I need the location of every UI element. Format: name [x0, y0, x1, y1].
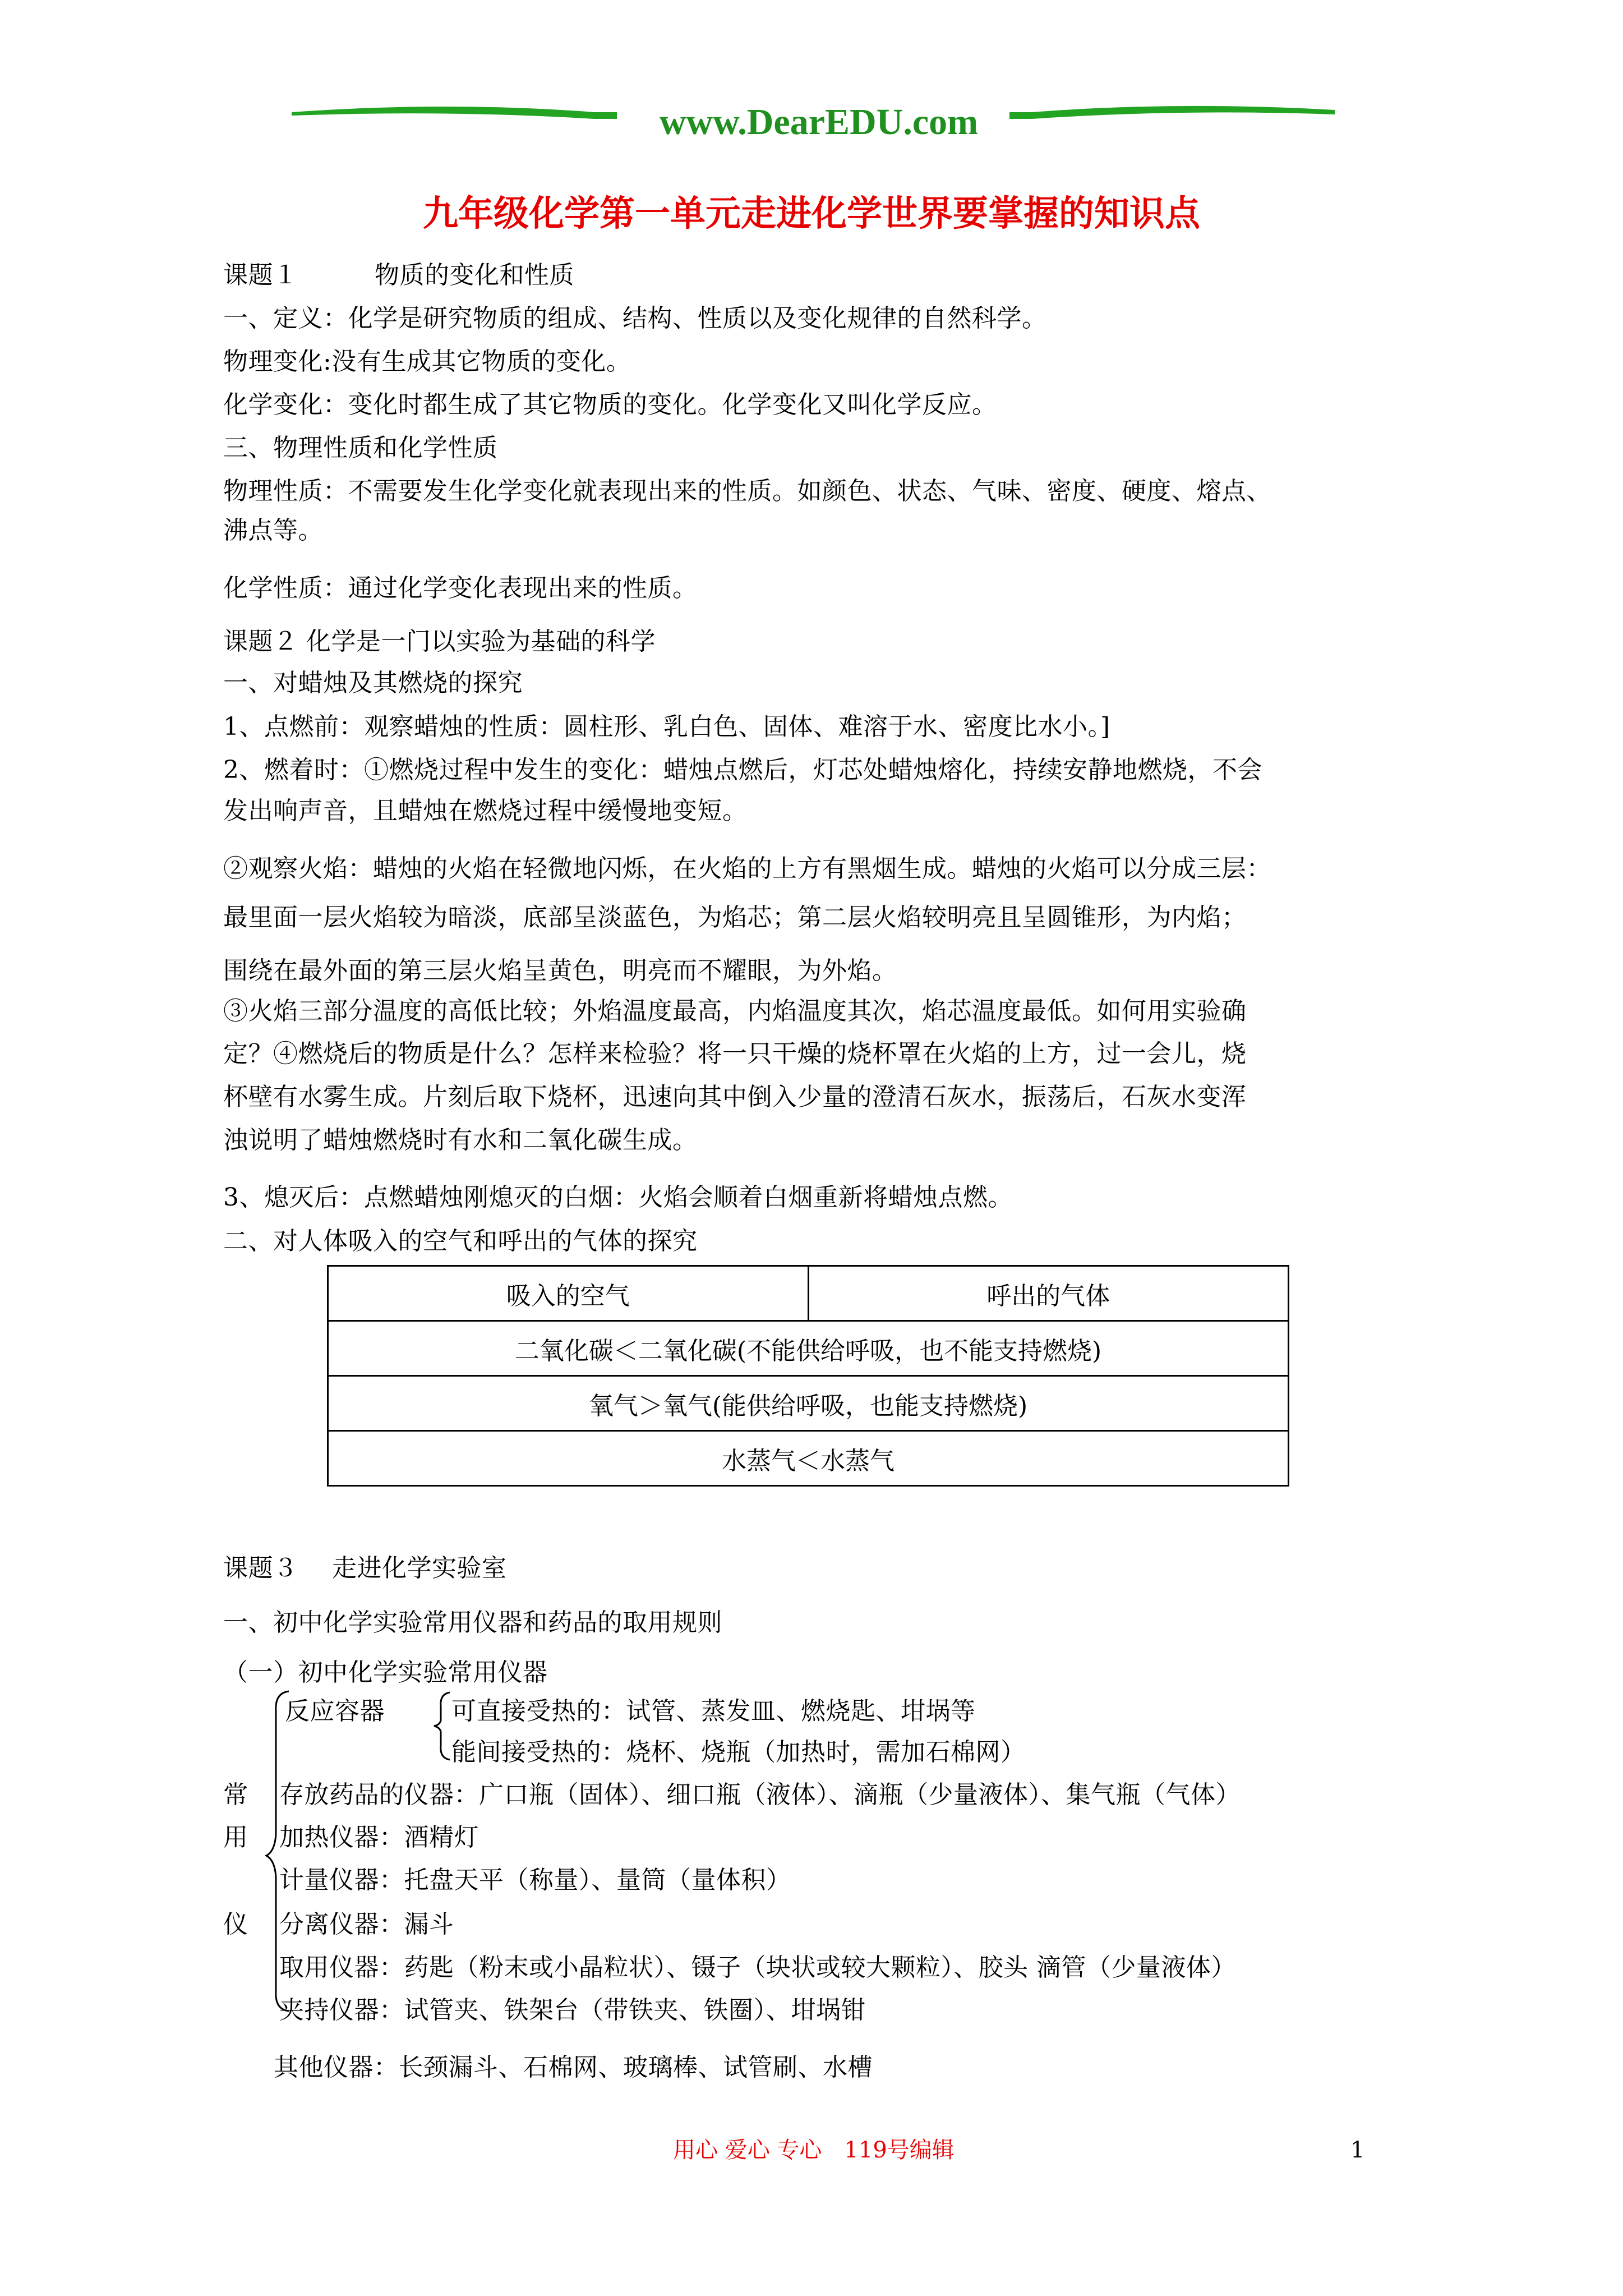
- lesson3-heading-number: 课题３: [223, 1554, 298, 1582]
- side-label-char: 常: [223, 1780, 248, 1809]
- text-line: 浊说明了蜡烛燃烧时有水和二氧化碳生成。: [223, 1126, 698, 1154]
- table-header-exhaled: 呼出的气体: [808, 1266, 1289, 1321]
- table-row: [328, 1431, 1289, 1486]
- text-line: （一）初中化学实验常用仪器: [223, 1658, 548, 1687]
- instrument-other: 其他仪器：长颈漏斗、石棉网、玻璃棒、试管刷、水槽: [274, 2053, 873, 2082]
- lesson3-heading-title: 走进化学实验室: [332, 1554, 507, 1582]
- text-line: 二、对人体吸入的空气和呼出的气体的探究: [223, 1227, 698, 1255]
- text-line: 一、初中化学实验常用仪器和药品的取用规则: [223, 1608, 722, 1637]
- text-line: 三、物理性质和化学性质: [223, 434, 498, 462]
- text-line: 沸点等。: [223, 516, 323, 545]
- text-line: 3、熄灭后：点燃蜡烛刚熄灭的白烟：火焰会顺着白烟重新将蜡烛点燃。: [223, 1183, 1013, 1212]
- instrument-item: 计量仪器：托盘天平（称量）、量筒（量体积）: [279, 1866, 791, 1894]
- lesson2-heading: 课题２ 化学是一门以实验为基础的科学: [223, 627, 656, 656]
- reaction-bracket: [432, 1690, 454, 1763]
- text-line: ②观察火焰：蜡烛的火焰在轻微地闪烁，在火焰的上方有黑烟生成。蜡烛的火焰可以分成三层：: [223, 854, 1271, 883]
- text-line: 定？④燃烧后的物质是什么？怎样来检验？将一只干燥的烧杯罩在火焰的上方，过一会儿，烧: [223, 1039, 1247, 1068]
- instrument-item: 取用仪器：药匙（粉末或小晶粒状）、镊子（块状或较大颗粒）、胶头 滴管（少量液体）: [279, 1953, 1236, 1982]
- site-banner-text[interactable]: www.DearEDU.com: [659, 102, 979, 142]
- table-row: [328, 1321, 1289, 1376]
- side-label-char: 仪: [223, 1910, 248, 1939]
- page-footer-text: 用心 爱心 专心 119号编辑: [673, 2137, 955, 2163]
- text-line: ③火焰三部分温度的高低比较；外焰温度最高，内焰温度其次，焰芯温度最低。如何用实验确: [223, 997, 1247, 1025]
- table-cell: 二氧化碳＜二氧化碳(不能供给呼吸，也不能支持燃烧): [328, 1321, 1289, 1376]
- instrument-item: 分离仪器：漏斗: [279, 1910, 454, 1939]
- text-line: 2、燃着时：①燃烧过程中发生的变化：蜡烛点燃后，灯芯处蜡烛熔化，持续安静地燃烧，不会: [223, 756, 1262, 784]
- text-line: 杯壁有水雾生成。片刻后取下烧杯，迅速向其中倒入少量的澄清石灰水，振荡后，石灰水变浑: [223, 1083, 1247, 1111]
- text-line: 一、对蜡烛及其燃烧的探究: [223, 669, 523, 697]
- text-line: 发出响声音，且蜡烛在燃烧过程中缓慢地变短。: [223, 797, 748, 825]
- reaction-item: 能间接受热的：烧杯、烧瓶（加热时，需加石棉网）: [451, 1738, 1026, 1766]
- side-label-char: 用: [223, 1823, 248, 1852]
- table-header-inhaled: 吸入的空气: [328, 1266, 809, 1321]
- text-line: 围绕在最外面的第三层火焰呈黄色，明亮而不耀眼，为外焰。: [223, 956, 897, 985]
- breath-comparison-table: [327, 1265, 1289, 1487]
- text-line: 1、点燃前：观察蜡烛的性质：圆柱形、乳白色、固体、难溶于水、密度比水小。]: [223, 712, 1110, 741]
- document-title: 九年级化学第一单元走进化学世界要掌握的知识点: [423, 192, 1200, 234]
- table-header-row: [328, 1266, 1289, 1321]
- instrument-item: 存放药品的仪器：广口瓶（固体）、细口瓶（液体）、滴瓶（少量液体）、集气瓶（气体）: [279, 1780, 1241, 1809]
- table-cell: 氧气＞氧气(能供给呼吸，也能支持燃烧): [328, 1376, 1289, 1431]
- text-line: 物理变化:没有生成其它物质的变化。: [223, 347, 631, 376]
- text-line: 一、定义：化学是研究物质的组成、结构、性质以及变化规律的自然科学。: [223, 304, 1047, 333]
- text-line: 物理性质：不需要发生化学变化就表现出来的性质。如颜色、状态、气味、密度、硬度、熔点、: [223, 477, 1271, 505]
- instrument-item: 加热仪器：酒精灯: [279, 1823, 479, 1852]
- page-number: 1: [1350, 2137, 1365, 2163]
- lesson1-heading-title: 物质的变化和性质: [375, 261, 574, 289]
- text-line: 化学性质：通过化学变化表现出来的性质。: [223, 574, 698, 602]
- instrument-item: 夹持仪器：试管夹、铁架台（带铁夹、铁圈）、坩埚钳: [279, 1996, 866, 2024]
- text-line: 最里面一层火焰较为暗淡，底部呈淡蓝色，为焰芯；第二层火焰较明亮且呈圆锥形，为内焰；: [223, 903, 1247, 932]
- lesson1-heading-number: 课题１: [223, 261, 298, 289]
- text-line: 化学变化：变化时都生成了其它物质的变化。化学变化又叫化学反应。: [223, 390, 997, 419]
- reaction-container-label: 反应容器: [285, 1697, 385, 1726]
- reaction-item: 可直接受热的：试管、蒸发皿、燃烧匙、坩埚等: [451, 1697, 976, 1726]
- table-row: [328, 1376, 1289, 1431]
- table-cell: 水蒸气＜水蒸气: [328, 1431, 1289, 1486]
